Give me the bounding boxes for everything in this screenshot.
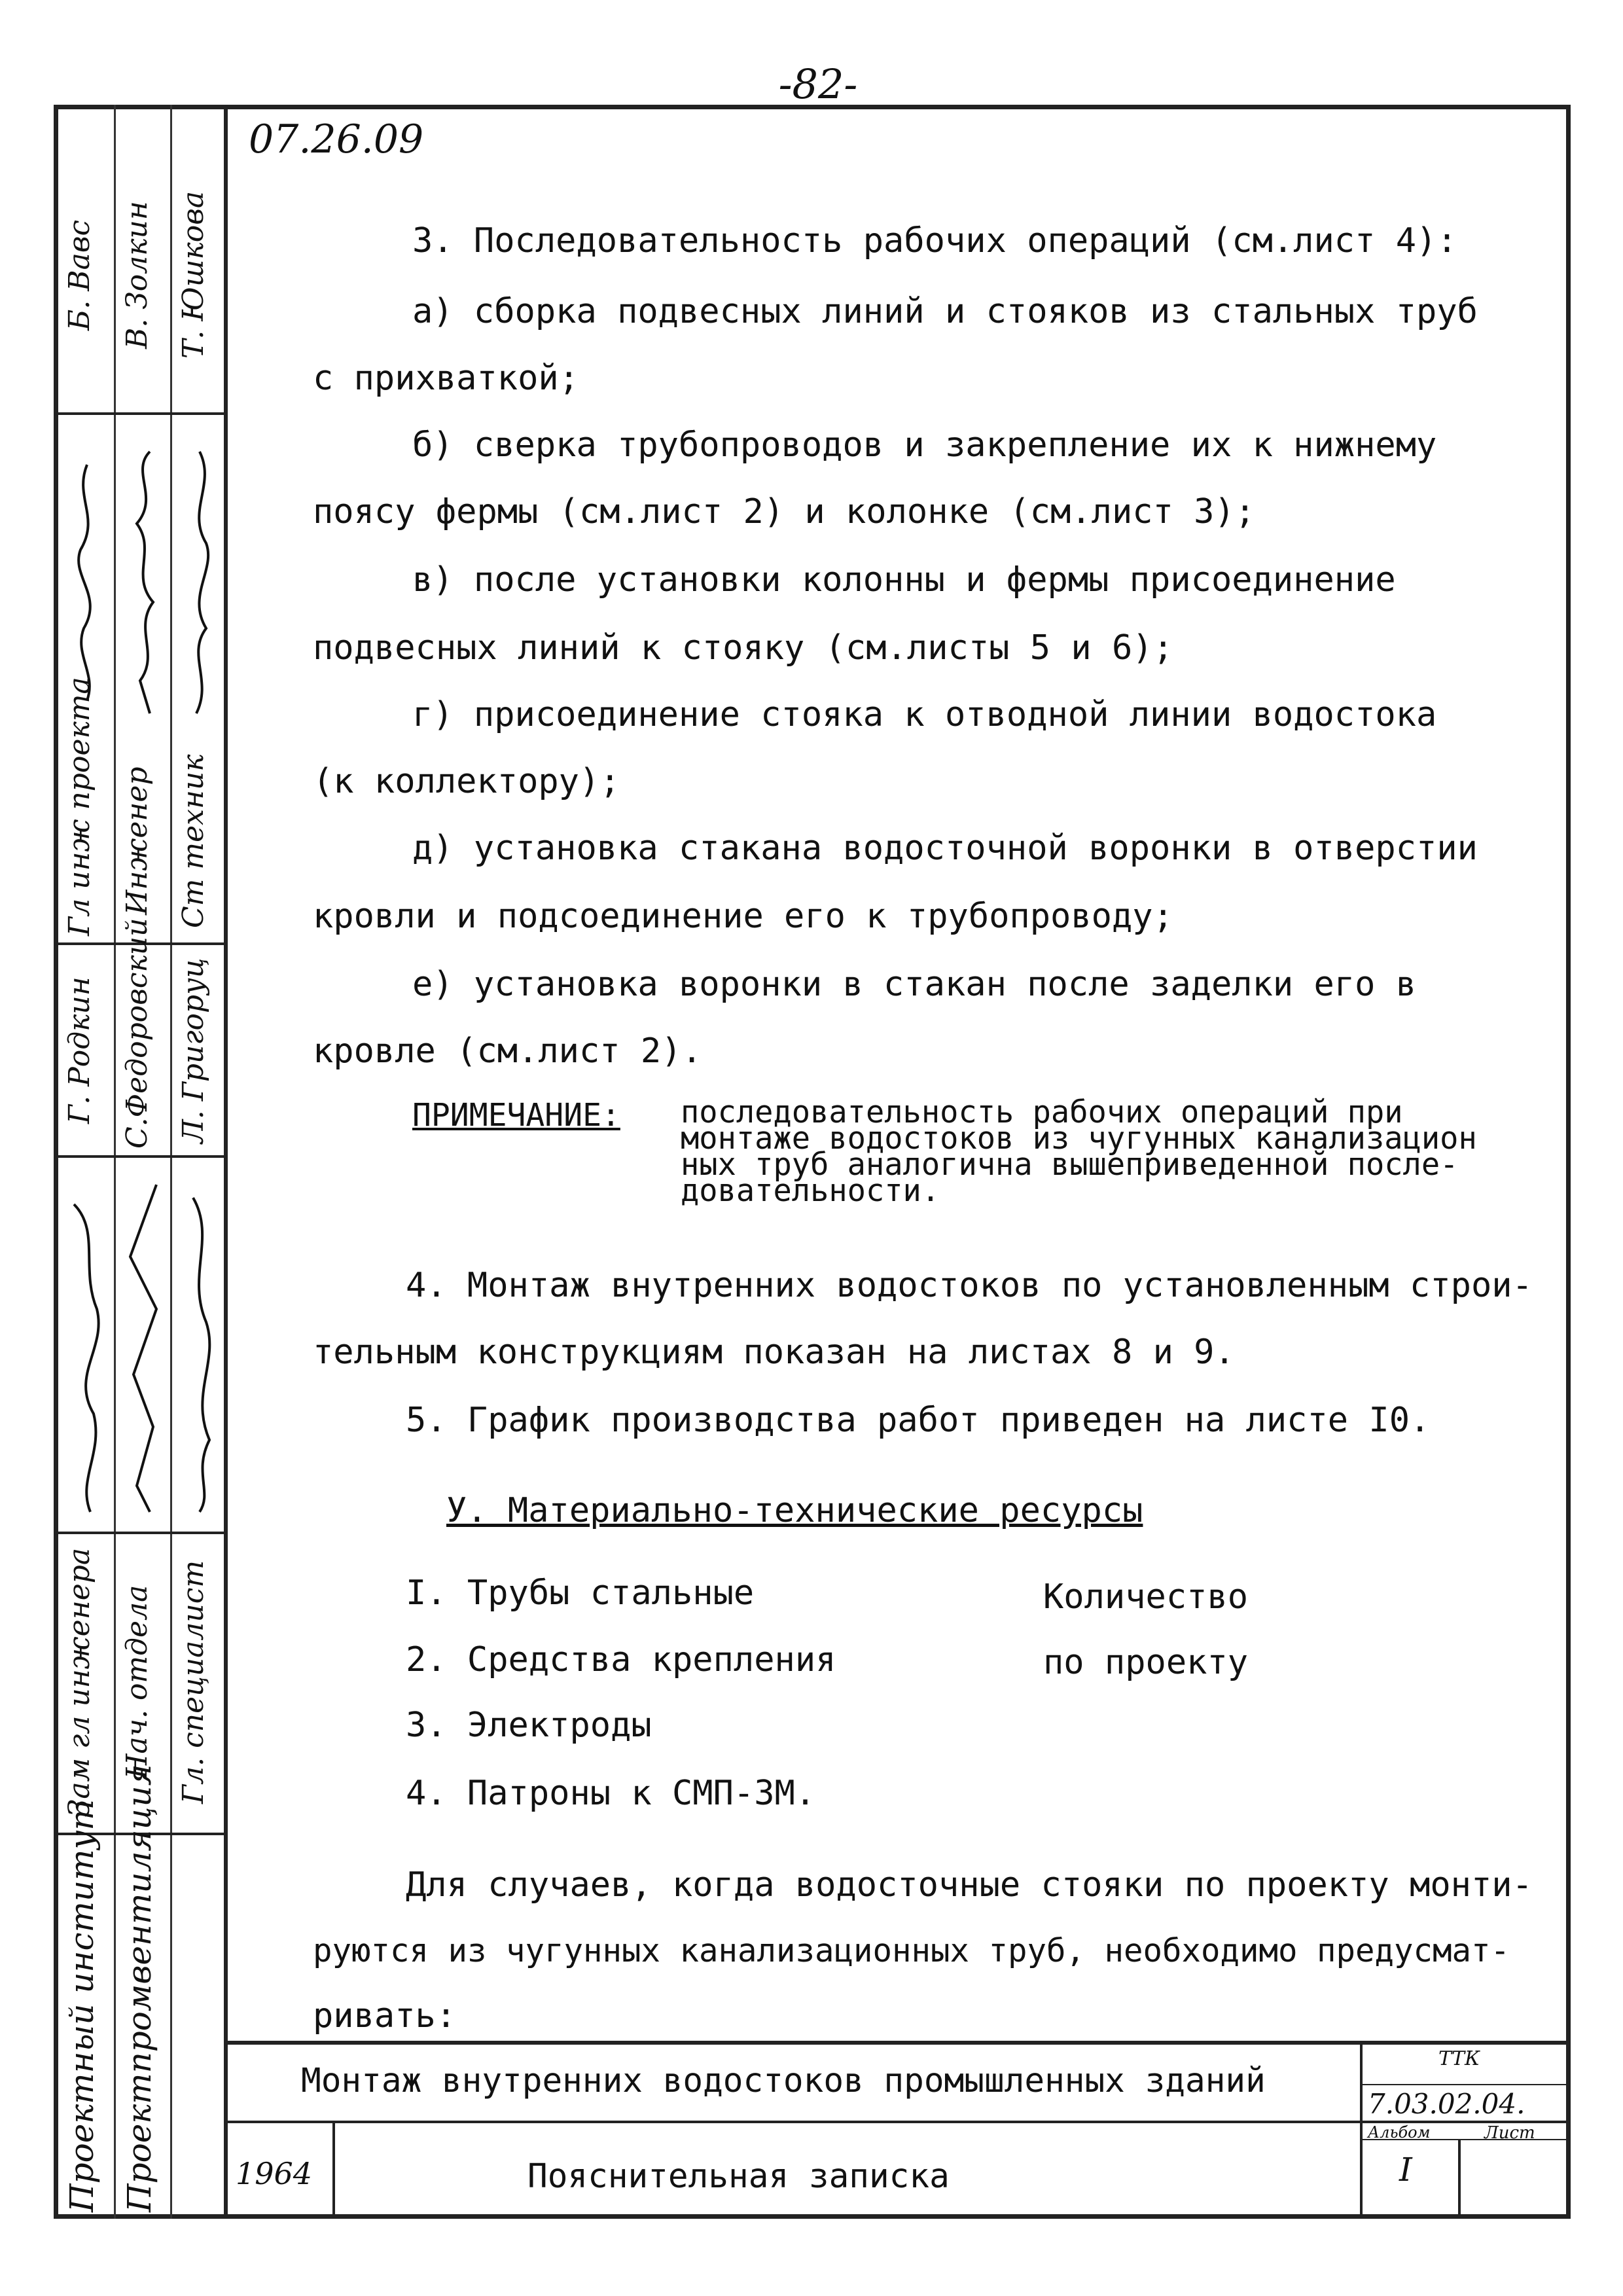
item-3e-line-1: е) установка воронки в стакан после заделки его в <box>412 965 1417 1004</box>
item-3d-line-2: кровли и подсоединение его к трубопроводу; <box>313 897 1173 936</box>
position-engineer: Инженер <box>120 766 154 916</box>
album-label: Альбом <box>1368 2123 1431 2142</box>
item-4-line-2: тельным конструкциям показан на листах 8 и 9. <box>313 1333 1235 1372</box>
position-chief-specialist: Гл. специалист <box>177 1560 210 1804</box>
item-3d-line-1: д) установка стакана водосточной воронки в отверстии <box>412 829 1478 868</box>
item-3b-line-1: б) сверка трубопроводов и закрепление их к нижнему <box>412 425 1437 465</box>
signature-5 <box>123 1178 164 1518</box>
note-line-4: довательности. <box>681 1173 940 1209</box>
item-3v-line-1: в) после установки колонны и фермы присоединение <box>412 560 1396 600</box>
title-block <box>228 2041 1571 2219</box>
note-line-3: ных труб аналогична вышеприведенной после- <box>681 1147 1459 1183</box>
person-name-3: Т. Юшкова <box>177 190 210 359</box>
closing-line-1: Для случаев, когда водосточные стояки по проекту монти- <box>406 1865 1533 1905</box>
institute-name: Проектпромвентиляция <box>120 1764 158 2212</box>
signature-2 <box>123 445 164 720</box>
resource-item-4: 4. Патроны к СМП-3М. <box>406 1774 816 1813</box>
resource-item-2: 2. Средства крепления <box>406 1640 836 1679</box>
signature-3 <box>179 445 220 720</box>
item-3a-line-2: с прихваткой; <box>313 359 579 398</box>
ttk-label: ТТК <box>1438 2047 1480 2070</box>
item-4-line-1: 4. Монтаж внутренних водостоков по установленным строи- <box>406 1266 1533 1305</box>
person-name-2: В. Золкин <box>120 201 154 349</box>
position-head-of-department: Нач. отдела <box>120 1585 154 1780</box>
quantity-label: Количество <box>1043 1577 1249 1617</box>
item-3a-line-1: а) сборка подвесных линий и стояков из стальных труб <box>412 292 1478 331</box>
position-deputy-chief-engineer: Зам гл инженера <box>63 1547 96 1817</box>
item-3g-line-2: (к коллектору); <box>313 762 620 801</box>
page-number: -82- <box>778 60 858 108</box>
resource-item-3: 3. Электроды <box>406 1706 652 1745</box>
item-3v-line-2: подвесных линий к стояку (см.листы 5 и 6); <box>313 628 1173 668</box>
document-code: 07.26.09 <box>249 117 424 162</box>
item-3e-line-2: кровле (см.лист 2). <box>313 1031 702 1071</box>
year: 1964 <box>236 2156 313 2191</box>
note-label: ПРИМЕЧАНИЕ: <box>412 1097 620 1134</box>
note-line-1: последовательность рабочих операций при <box>681 1094 1403 1130</box>
position-senior-technician: Ст техник <box>177 754 210 928</box>
note-line-2: монтаже водостоков из чугунных канализацион <box>681 1121 1477 1157</box>
sheet-label: Лист <box>1484 2123 1535 2143</box>
item-5: 5. График производства работ приведен на листе I0. <box>406 1401 1431 1440</box>
item-3g-line-1: г) присоединение стояка к отводной линии водостока <box>412 695 1437 734</box>
person-name-1: Б. Вавс <box>63 219 96 331</box>
person-name-4: Г. Родкин <box>63 977 96 1124</box>
item-3-title: 3. Последовательность рабочих операций (см.лист 4): <box>412 221 1457 260</box>
signature-1 <box>67 458 107 707</box>
position-chief-engineer-project: Гл инж проекта <box>63 677 96 936</box>
institute-type: Проектный институт <box>63 1799 101 2212</box>
section-heading: У. Материально-технические ресурсы <box>446 1491 1143 1530</box>
closing-line-3: ривать: <box>313 1996 457 2036</box>
document-title: Монтаж внутренних водостоков промышленных зданий <box>301 2062 1266 2100</box>
document-subtitle: Пояснительная записка <box>527 2157 950 2196</box>
quantity-value: по проекту <box>1043 1643 1249 1682</box>
item-3b-line-2: поясу фермы (см.лист 2) и колонке (см.лист 3); <box>313 492 1256 531</box>
closing-line-2: руются из чугунных канализационных труб, необходимо предусмат- <box>313 1932 1510 1969</box>
signature-6 <box>179 1178 220 1518</box>
album-value: I <box>1399 2151 1412 2189</box>
resource-item-1: I. Трубы стальные <box>406 1573 755 1613</box>
approval-panel <box>54 105 228 2219</box>
ttk-code: 7.03.02.04. <box>1368 2088 1525 2120</box>
person-name-6: Л. Григоруц <box>177 958 210 1143</box>
person-name-5: С.Федоровский <box>120 918 154 1149</box>
signature-4 <box>67 1178 107 1518</box>
